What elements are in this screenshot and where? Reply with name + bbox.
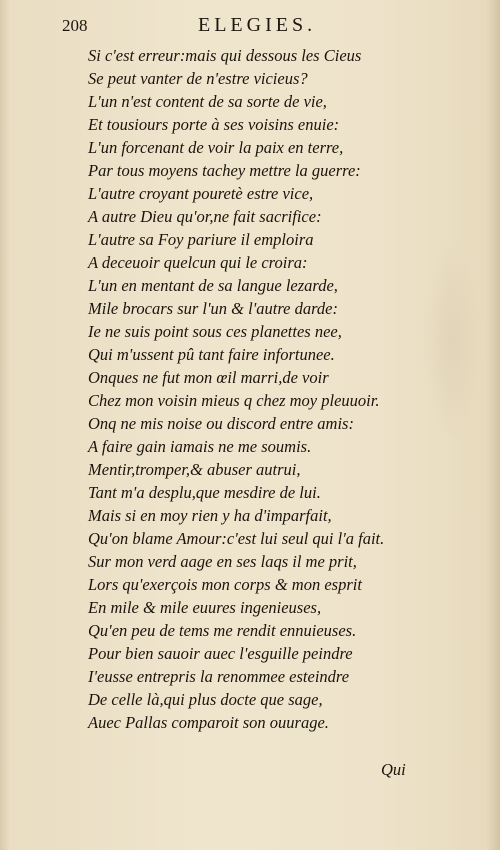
paper-stain bbox=[422, 240, 482, 440]
verse-line: De celle là,qui plus docte que sage, bbox=[88, 690, 323, 709]
verse-line: Mile brocars sur l'un & l'autre darde: bbox=[88, 299, 338, 318]
verse-line: Chez mon voisin mieus q chez moy pleuuoir. bbox=[88, 391, 380, 410]
running-title: ELEGIES. bbox=[198, 14, 317, 36]
verse-line: L'un forcenant de voir la paix en terre, bbox=[88, 138, 344, 157]
verse-line: Pour bien sauoir auec l'esguille peindre bbox=[88, 644, 353, 663]
verse-line: Lors qu'exerçois mon corps & mon esprit bbox=[88, 575, 362, 594]
verse-line: Et tousiours porte à ses voisins enuie: bbox=[88, 115, 340, 134]
verse-line: Qu'en peu de tems me rendit ennuieuses. bbox=[88, 621, 357, 640]
verse-line: A autre Dieu qu'or,ne fait sacrifice: bbox=[88, 207, 322, 226]
verse-line: L'autre sa Foy pariure il emploira bbox=[88, 230, 314, 249]
catchword: Qui bbox=[381, 760, 406, 779]
verse-line: Sur mon verd aage en ses laqs il me prit, bbox=[88, 552, 357, 571]
verse-line: Auec Pallas comparoit son ouurage. bbox=[88, 713, 329, 732]
verse-line: I'eusse entrepris la renommee esteindre bbox=[88, 667, 350, 686]
verse-line: A faire gain iamais ne me soumis. bbox=[88, 437, 312, 456]
verse-line: Mais si en moy rien y ha d'imparfait, bbox=[88, 506, 332, 525]
verse-line: L'autre croyant pouretè estre vice, bbox=[88, 184, 314, 203]
verse-line: Onques ne fut mon œil marri,de voir bbox=[88, 368, 329, 387]
verse-line: Si c'est erreur:mais qui dessous les Cieus bbox=[88, 46, 362, 65]
page-header bbox=[62, 14, 382, 38]
verse-line: Ie ne suis point sous ces planettes nee, bbox=[88, 322, 342, 341]
verse-line: Mentir,tromper,& abuser autrui, bbox=[88, 460, 301, 479]
verse-line: L'un n'est content de sa sorte de vie, bbox=[88, 92, 327, 111]
verse-line: Tant m'a desplu,que mesdire de lui. bbox=[88, 483, 321, 502]
verse-line: Par tous moyens tachey mettre la guerre: bbox=[88, 161, 361, 180]
verse-line: Se peut vanter de n'estre vicieus? bbox=[88, 69, 308, 88]
verse-line: Qui m'ussent pû tant faire infortunee. bbox=[88, 345, 335, 364]
verse-line: L'un en mentant de sa langue lezarde, bbox=[88, 276, 338, 295]
verse-line: Qu'on blame Amour:c'est lui seul qui l'a fait. bbox=[88, 529, 385, 548]
verse-line: En mile & mile euures ingenieuses, bbox=[88, 598, 322, 617]
verse-line: Onq ne mis noise ou discord entre amis: bbox=[88, 414, 354, 433]
page-number: 208 bbox=[62, 16, 88, 35]
verse-line: A deceuoir quelcun qui le croira: bbox=[88, 253, 308, 272]
